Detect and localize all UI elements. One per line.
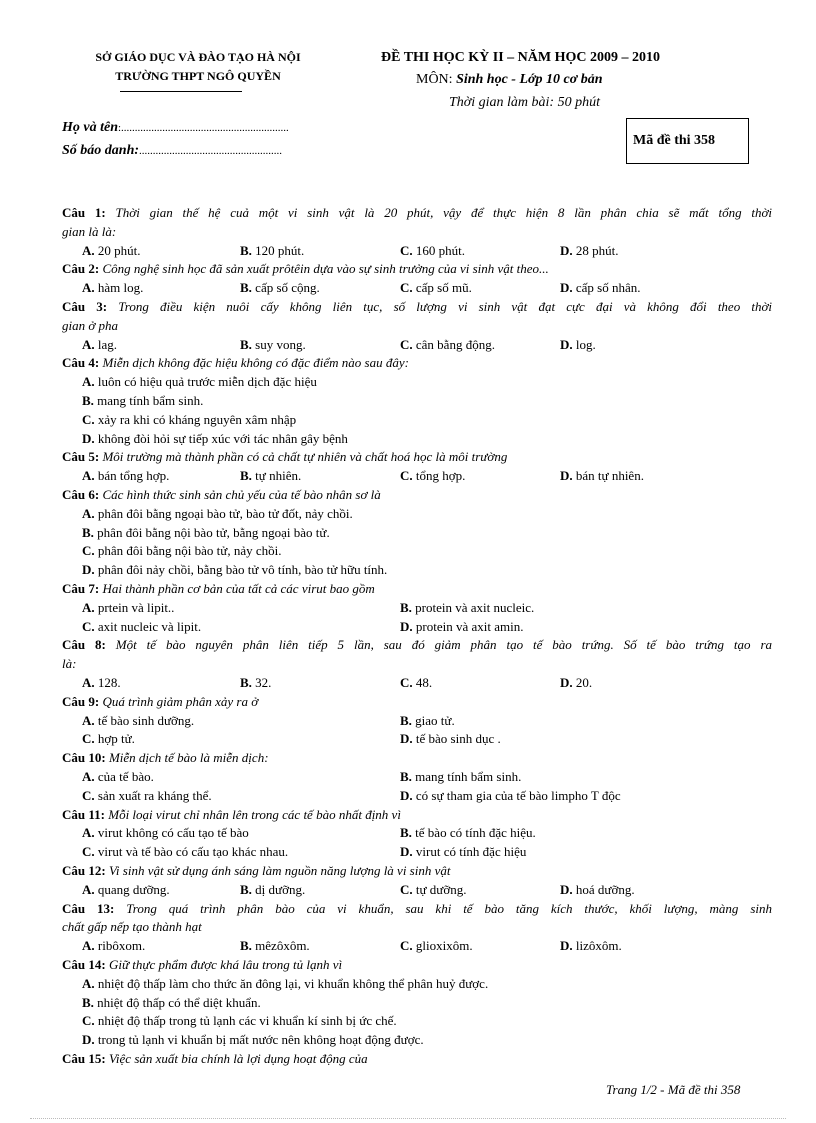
exam-title: ĐỀ THI HỌC KỲ II – NĂM HỌC 2009 – 2010 [381,50,660,65]
question-text [62,918,772,936]
answer-option: A. prtein và lipit.. [82,599,175,615]
question-stem: Một tế bào nguyên phân liên tiếp 5 lần, sau đó giảm phân tạo tế bào trứng. Số tế bào trứng tạo ra [115,637,773,653]
answer-option: D. bán tự nhiên. [560,468,644,484]
answer-letter: A. [82,599,95,615]
answer-option: B. mang tính bẩm sinh. [82,393,204,408]
question-text [62,204,772,222]
answer-option: D. virut có tính đặc hiệu [400,844,527,860]
exam-code-box: Mã đề thi 358 [626,118,749,164]
answer-option: C. glioxixôm. [400,938,473,954]
answer-letter: D. [400,731,413,747]
answer-option: A. ribôxom. [82,938,146,954]
answer-letter: B. [240,280,252,296]
answer-letter: C. [82,618,95,634]
answer-letter: B. [240,938,252,954]
answer-option: D. 20. [560,675,593,690]
answer-letter: B. [240,468,252,484]
answer-option: B. mang tính bẩm sinh. [400,769,522,784]
answer-letter: B. [400,769,412,784]
question-text [62,806,772,824]
answer-option: A. luôn có hiệu quả trước miễn dịch đặc hiệu [82,374,317,390]
answer-option: B. nhiệt độ thấp có thể diệt khuẩn. [82,994,261,1010]
answer-option: C. phân đôi bằng nội bào tử, nảy chồi. [82,543,282,559]
answer-option: D. tế bào sinh dục . [400,731,501,747]
answer-letter: C. [82,1013,95,1029]
answer-letter: A. [82,374,95,390]
question-text [62,448,772,466]
answer-option: D. trong tủ lạnh vi khuẩn bị mất nước nên không hoạt động được. [82,1032,424,1048]
answer-option: A. virut không có cấu tạo tế bào [82,825,249,841]
answer-letter: A. [82,336,95,352]
question-text [62,1050,772,1068]
question-number: Câu 11: [62,806,105,822]
question-stem: Công nghệ sinh học đã sản xuất prôtêin dựa vào sự sinh trưởng của vi sinh vật theo... [102,261,549,277]
answer-letter: A. [82,280,95,296]
answer-letter: C. [82,543,95,559]
answer-option: D. 28 phút. [560,242,619,258]
subject-label: MÔN: [416,72,453,87]
question-stem: chất gấp nếp tạo thành hạt [62,919,202,935]
question-text [62,354,772,372]
answer-option: C. nhiệt độ thấp trong tủ lạnh các vi khuẩn kí sinh bị ức chế. [82,1013,397,1029]
id-label: Số báo danh: [62,143,140,158]
answer-letter: B. [82,393,94,408]
answer-option: D. có sự tham gia của tế bào limpho T độc [400,787,621,803]
answer-letter: D. [560,280,573,296]
answer-letter: B. [240,336,252,352]
answer-option: B. giao tử. [400,712,455,728]
question-number: Câu 15: [62,1051,106,1066]
answer-letter: D. [82,562,95,578]
answer-letter: A. [82,975,95,991]
answer-letter: B. [240,675,252,690]
answer-option: D. hoá dưỡng. [560,881,635,897]
question-stem: gian là là: [62,223,117,239]
question-number: Câu 10: [62,750,106,766]
question-number: Câu 7: [62,581,100,596]
answer-letter: A. [82,881,95,897]
answer-letter: D. [560,468,573,484]
answer-option: B. tự nhiên. [240,468,302,484]
answer-option: D. không đòi hỏi sự tiếp xúc với tác nhân gây bệnh [82,430,348,446]
answer-letter: C. [82,787,95,803]
answer-letter: A. [82,712,95,728]
answer-letter: A. [82,938,95,954]
answer-letter: C. [400,881,413,897]
department-name: SỞ GIÁO DỤC VÀ ĐÀO TẠO HÀ NỘI [95,50,301,64]
answer-letter: D. [400,844,413,860]
answer-letter: D. [560,336,573,352]
answer-letter: D. [560,242,573,258]
answer-option: C. sản xuất ra kháng thể. [82,787,212,803]
page-bottom-rule [30,1118,786,1119]
answer-option: C. 160 phút. [400,242,466,258]
answer-option: B. suy vong. [240,336,306,352]
question-text [62,749,772,767]
answer-letter: C. [82,844,95,860]
answer-option: A. phân đôi bằng ngoại bào tử, bào tử đốt, nảy chồi. [82,505,353,521]
answer-option: C. tự dưỡng. [400,881,467,897]
answer-option: B. 120 phút. [240,242,305,258]
question-text [62,636,772,654]
answer-option: D. phân đôi nảy chồi, bằng bào tử vô tính, bào tử hữu tính. [82,562,388,578]
answer-option: B. mêzôxôm. [240,938,310,954]
id-field [62,143,282,159]
question-stem: Miễn dịch không đặc hiệu không có đặc điểm nào sau đây: [102,355,409,371]
question-stem: Môi trường mà thành phần có cả chất tự nhiên và chất hoá học là môi trường [102,449,508,465]
answer-option: D. protein và axit amin. [400,618,524,634]
answer-letter: C. [82,411,95,427]
answer-option: C. hợp tử. [82,731,135,747]
answer-letter: C. [400,280,413,296]
name-label: Họ và tên [62,120,118,135]
school-underline [120,91,242,92]
question-stem: Vi sinh vật sử dụng ánh sáng làm nguồn năng lượng là vi sinh vật [108,863,451,878]
answer-option: D. cấp số nhân. [560,280,641,296]
answer-letter: C. [400,675,413,690]
answer-option: A. tế bào sinh dưỡng. [82,712,195,728]
question-text [62,580,772,598]
question-text [62,956,772,974]
answer-letter: D. [560,675,573,690]
question-stem: Hai thành phần cơ bản của tất cả các virut bao gồm [102,581,375,596]
question-number: Câu 4: [62,355,100,371]
answer-letter: A. [82,769,95,784]
answer-option: C. cấp số mũ. [400,280,472,296]
answer-option: C. 48. [400,675,433,690]
answer-letter: D. [82,430,95,446]
answer-letter: A. [82,505,95,521]
question-stem: Quá trình giảm phân xảy ra ở [102,693,259,709]
answer-option: D. log. [560,336,596,352]
answer-letter: B. [400,712,412,728]
answer-option: B. cấp số cộng. [240,280,320,296]
question-text [62,693,772,711]
answer-option: A. 20 phút. [82,242,141,258]
answer-letter: A. [82,825,95,841]
answer-letter: D. [82,1032,95,1048]
answer-option: A. 128. [82,675,121,690]
exam-duration: Thời gian làm bài: 50 phút [449,95,600,110]
question-number: Câu 8: [62,637,106,653]
question-number: Câu 2: [62,261,100,277]
question-stem: Các hình thức sinh sản chủ yếu của tế bào nhân sơ là [102,487,381,502]
question-stem: Trong quá trình phân bào của vi khuẩn, sau khi tế bào tăng kích thước, khối lượng, màng sinh [126,900,773,916]
question-number: Câu 5: [62,449,100,465]
question-stem: Miễn dịch tế bào là miễn dịch: [108,750,269,766]
answer-letter: D. [560,938,573,954]
question-text [62,260,772,278]
question-number: Câu 13: [62,900,115,916]
answer-option: C. cân bằng động. [400,336,495,352]
question-stem: Thời gian thế hệ cuả một vi sinh vật là 20 phút, vậy để thực hiện 8 lần phân chia sẽ mất tổng thời [115,205,773,220]
answer-option: A. quang dưỡng. [82,881,170,897]
answer-letter: D. [400,787,413,803]
question-text [62,486,772,504]
answer-letter: A. [82,675,95,690]
answer-letter: B. [400,825,412,841]
question-number: Câu 6: [62,487,100,502]
answer-option: A. của tế bào. [82,769,154,784]
answer-option: B. protein và axit nucleic. [400,599,535,615]
question-number: Câu 9: [62,693,100,709]
answer-option: C. axit nucleic và lipit. [82,618,202,634]
answer-option: D. lizôxôm. [560,938,622,954]
answer-letter: C. [400,336,413,352]
answer-letter: A. [82,242,95,258]
answer-letter: B. [240,881,252,897]
answer-option: B. dị dưỡng. [240,881,306,897]
answer-letter: D. [560,881,573,897]
question-stem: gian ở pha [62,317,119,333]
answer-option: C. xảy ra khi có kháng nguyên xâm nhập [82,411,297,427]
question-text [62,223,772,241]
question-number: Câu 14: [62,957,106,972]
school-name: TRƯỜNG THPT NGÔ QUYỀN [115,69,281,83]
answer-letter: B. [82,524,94,540]
question-stem: Trong điều kiện nuôi cấy không liên tục, số lượng vi sinh vật đạt cực đại và không đổi theo thời [118,299,773,314]
answer-option: A. bán tổng hợp. [82,468,170,484]
question-stem: Mỗi loại virut chỉ nhân lên trong các tế bào nhất định vì [108,806,401,822]
answer-option: C. tổng hợp. [400,468,466,484]
answer-option: B. tế bào có tính đặc hiệu. [400,825,536,841]
page-footer: Trang 1/2 - Mã đề thi 358 [606,1082,741,1097]
question-stem: Giữ thực phẩm được khá lâu trong tủ lạnh vì [108,957,343,972]
name-field [62,120,289,136]
question-text [62,298,772,316]
subject-name: Sinh học - Lớp 10 cơ bản [456,72,603,87]
id-dots: .................................................... [139,145,283,157]
question-stem: là: [62,656,77,672]
answer-option: B. phân đôi bằng nội bào tử, bằng ngoại bào tử. [82,524,330,540]
answer-letter: A. [82,468,95,484]
question-number: Câu 1: [62,205,106,220]
name-dots: :............................................................. [118,122,289,134]
answer-option: A. nhiệt độ thấp làm cho thức ăn đông lại, vi khuẩn không thể phân huỷ được. [82,975,489,991]
answer-option: A. lag. [82,336,118,352]
question-text [62,317,772,335]
answer-letter: C. [82,731,95,747]
question-text [62,862,772,880]
question-number: Câu 3: [62,299,108,314]
answer-letter: B. [400,599,412,615]
question-text [62,655,772,673]
answer-letter: C. [400,938,413,954]
answer-letter: B. [82,994,94,1010]
answer-letter: B. [240,242,252,258]
question-number: Câu 12: [62,863,106,878]
answer-option: C. virut và tế bào có cấu tạo khác nhau. [82,844,289,860]
answer-letter: D. [400,618,413,634]
subject-line [416,72,603,88]
answer-letter: C. [400,468,413,484]
answer-option: A. hàm log. [82,280,144,296]
question-stem: Việc sản xuất bia chính là lợi dụng hoạt động của [108,1051,368,1066]
question-text [62,900,772,918]
answer-option: B. 32. [240,675,272,690]
answer-letter: C. [400,242,413,258]
